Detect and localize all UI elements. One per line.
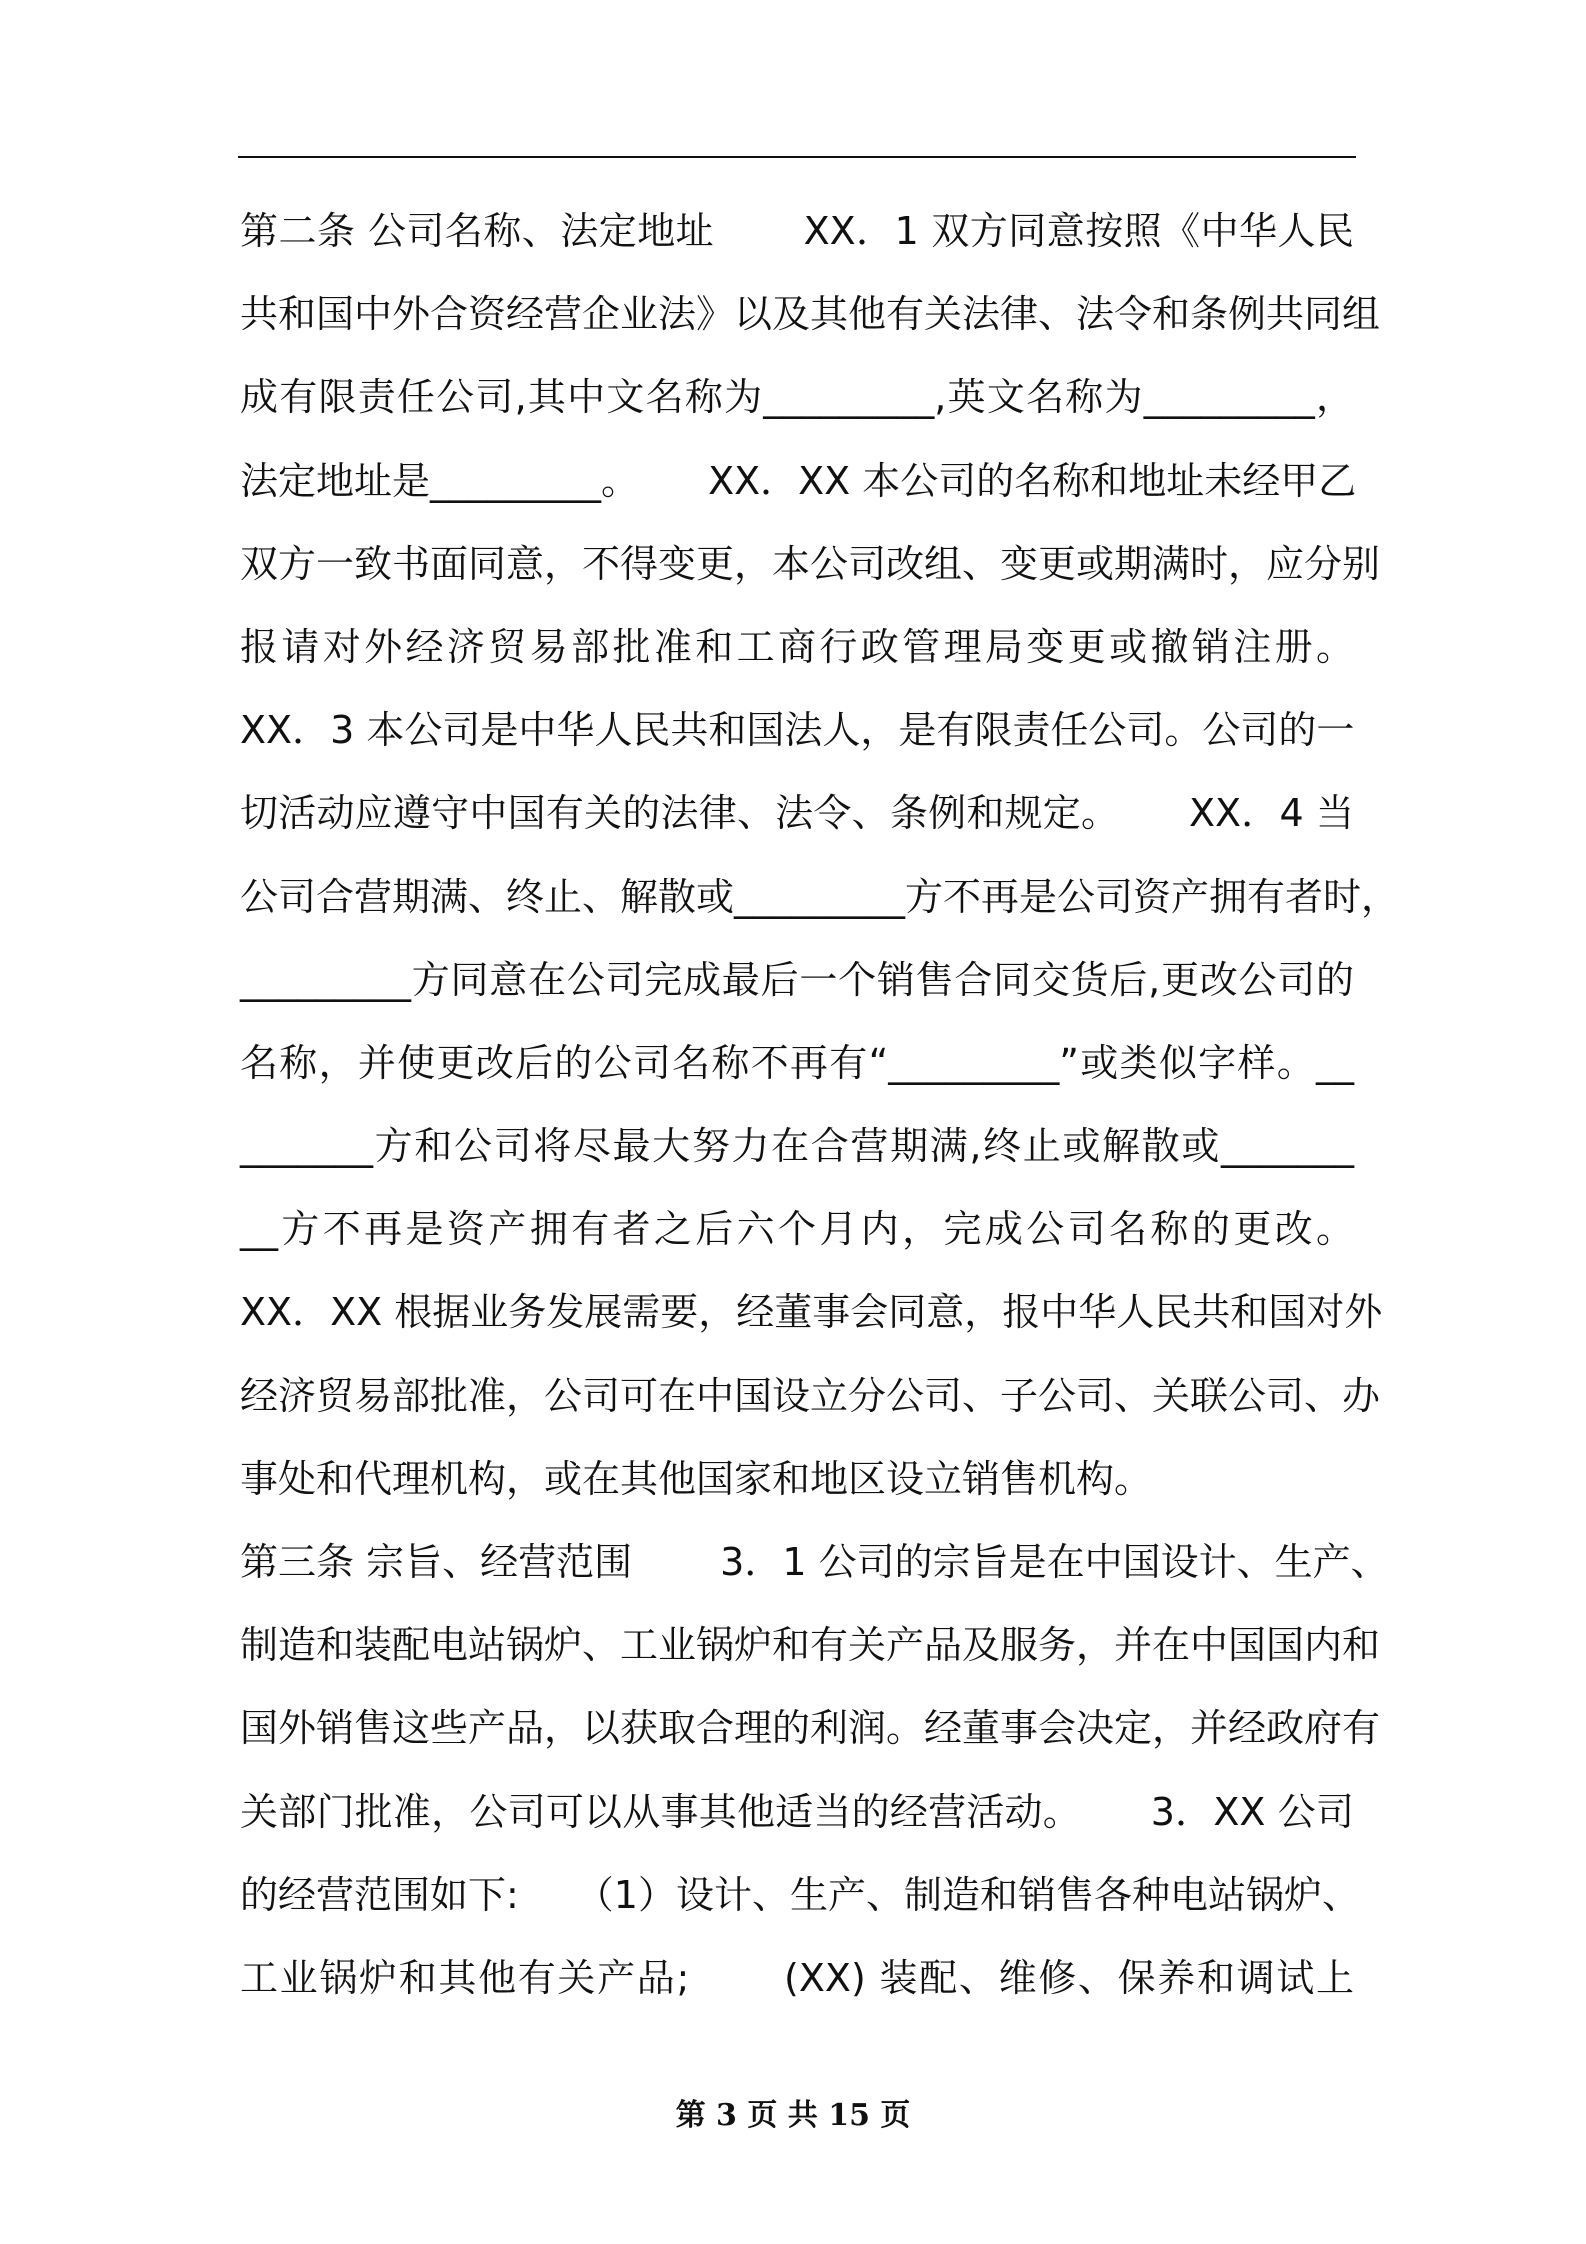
- header-rule: [238, 156, 1356, 158]
- page-number-footer: 第 3 页 共 15 页: [675, 2098, 911, 2133]
- body-line: 制造和装配电站锅炉、工业锅炉和有关产品及服务，并在中国国内和: [240, 1623, 1381, 1668]
- body-line: 关部门批准，公司可以从事其他适当的经营活动。 3．XX 公司: [240, 1789, 1354, 1834]
- body-line: 第三条 宗旨、经营范围 3．1 公司的宗旨是在中国设计、生产、: [240, 1540, 1389, 1584]
- document-body: [240, 190, 1400, 2020]
- body-line: 共和国中外合资经营企业法》以及其他有关法律、法令和条例共同组: [240, 292, 1381, 337]
- body-line: 法定地址是_________。 XX．XX 本公司的名称和地址未经甲乙: [240, 458, 1357, 503]
- body-line: 经济贸易部批准，公司可在中国设立分公司、子公司、关联公司、办: [240, 1373, 1381, 1418]
- body-line: __方不再是资产拥有者之后六个月内，完成公司名称的更改。: [240, 1207, 1354, 1252]
- body-line: 报请对外经济贸易部批准和工商行政管理局变更或撤销注册。: [240, 624, 1354, 669]
- body-line: 国外销售这些产品，以获取合理的利润。经董事会决定，并经政府有: [240, 1706, 1381, 1751]
- body-line: XX．3 本公司是中华人民共和国法人，是有限责任公司。公司的一: [240, 708, 1355, 753]
- body-line: 事处和代理机构，或在其他国家和地区设立销售机构。: [240, 1456, 1153, 1501]
- body-line: 成有限责任公司,其中文名称为_________,英文名称为_________，: [240, 375, 1354, 420]
- body-line: 切活动应遵守中国有关的法律、法令、条例和规定。 XX．4 当: [240, 791, 1354, 836]
- body-line: 工业锅炉和其他有关产品; (XX) 装配、维修、保养和调试上: [240, 1955, 1354, 2000]
- body-line: XX．XX 根据业务发展需要，经董事会同意，报中华人民共和国对外: [240, 1290, 1383, 1335]
- body-line: 名称，并使更改后的公司名称不再有“_________”或类似字样。__: [240, 1040, 1354, 1085]
- body-line: _______方和公司将尽最大努力在合营期满,终止或解散或_______: [240, 1124, 1354, 1169]
- body-line: 的经营范围如下: （1）设计、生产、制造和销售各种电站锅炉、: [240, 1872, 1360, 1917]
- body-line: 公司合营期满、终止、解散或_________方不再是公司资产拥有者时，: [240, 874, 1400, 919]
- body-line: 双方一致书面同意，不得变更，本公司改组、变更或期满时，应分别: [240, 541, 1381, 586]
- body-line: _________方同意在公司完成最后一个销售合同交货后,更改公司的: [240, 957, 1354, 1002]
- body-line: 第二条 公司名称、法定地址 XX．1 双方同意按照《中华人民: [240, 209, 1354, 253]
